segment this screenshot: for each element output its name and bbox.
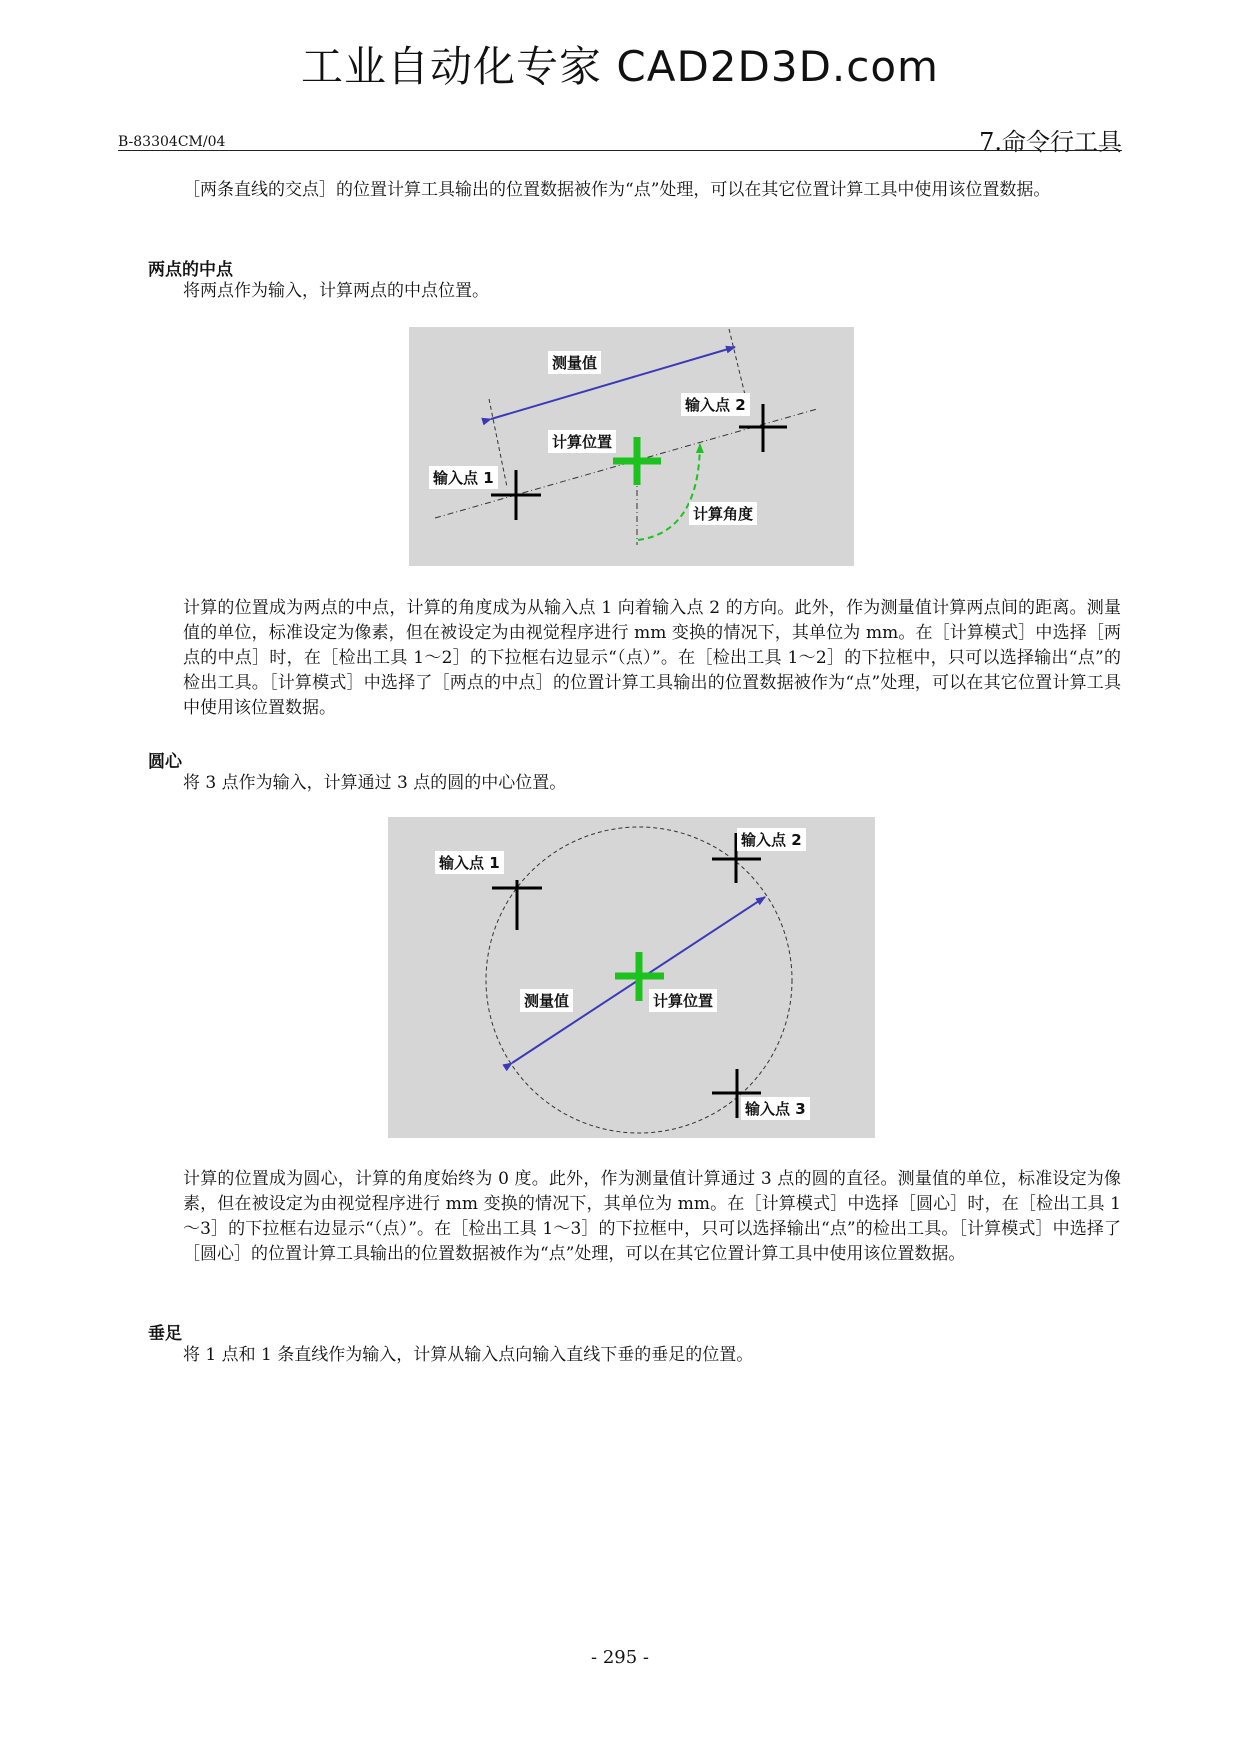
input-point-1-marker [491, 470, 541, 520]
section-intro-circle-center: 将 3 点作为输入，计算通过 3 点的圆的中心位置。 [183, 773, 567, 793]
section-intro-perpendicular-foot: 将 1 点和 1 条直线作为输入，计算从输入点向输入直线下垂的垂足的位置。 [183, 1345, 754, 1365]
label-measured-value: 测量值 [520, 989, 573, 1012]
document-id: B-83304CM/04 [118, 134, 226, 150]
extension-line-2 [729, 329, 747, 403]
section-title-midpoint: 两点的中点 [148, 260, 233, 280]
label-input-point-2: 输入点 2 [681, 393, 750, 416]
label-measured-value: 测量值 [548, 351, 601, 374]
header-rule [118, 150, 1122, 151]
label-input-point-2: 输入点 2 [737, 828, 806, 851]
label-input-point-1: 输入点 1 [435, 851, 504, 874]
chapter-title: 7.命令行工具 [979, 128, 1122, 156]
section-desc-midpoint: 计算的位置成为两点的中点，计算的角度成为从输入点 1 向着输入点 2 的方向。此外，作为测量值计算两点间的距离。测量值的单位，标准设定为像素，但在被设定为由视觉程序进行 mm 变换的情况下，其单位为 mm。在［计算模式］中选择［两点的中点］时，在［检出工具 1～2］的下拉框右边显示“（点）”。在［检出工具 1～2］的下拉框中，只可以选择输出“点”的检出工具。［计算模式］中选择了［两点的中点］的位置计算工具输出的位置数据被作为“点”处理，可以在其它位置计算工具中使用该位置数据。 [183, 598, 1121, 718]
intro-paragraph: ［两条直线的交点］的位置计算工具输出的位置数据被作为“点”处理，可以在其它位置计算工具中使用该位置数据。 [183, 180, 1051, 200]
input-point-1-marker [492, 880, 542, 930]
section-title-circle-center: 圆心 [148, 752, 182, 772]
calc-position-marker [613, 437, 661, 485]
label-input-point-1: 输入点 1 [429, 466, 498, 489]
watermark-title: 工业自动化专家 CAD2D3D.com [301, 42, 939, 91]
label-calc-angle: 计算角度 [689, 502, 757, 525]
label-calc-position: 计算位置 [649, 989, 717, 1012]
label-calc-position: 计算位置 [548, 430, 616, 453]
section-desc-circle-center: 计算的位置成为圆心，计算的角度始终为 0 度。此外，作为测量值计算通过 3 点的圆的直径。测量值的单位，标准设定为像素，但在被设定为由视觉程序进行 mm 变换的情况下，其单位为 mm。在［计算模式］中选择［圆心］时，在［检出工具 1～3］的下拉框右边显示“（点）”。在［检出工具 1～3］的下拉框中，只可以选择输出“点”的检出工具。［计算模式］中选择了［圆心］的位置计算工具输出的位置数据被作为“点”处理，可以在其它位置计算工具中使用该位置数据。 [183, 1169, 1121, 1264]
section-title-perpendicular-foot: 垂足 [148, 1324, 182, 1344]
figure-midpoint-drawing [409, 327, 854, 566]
label-input-point-3: 输入点 3 [741, 1097, 810, 1120]
page-number: - 295 - [591, 1647, 649, 1668]
figure-midpoint [409, 327, 854, 566]
figure-circle-center [388, 817, 875, 1138]
section-intro-midpoint: 将两点作为输入，计算两点的中点位置。 [183, 281, 489, 301]
